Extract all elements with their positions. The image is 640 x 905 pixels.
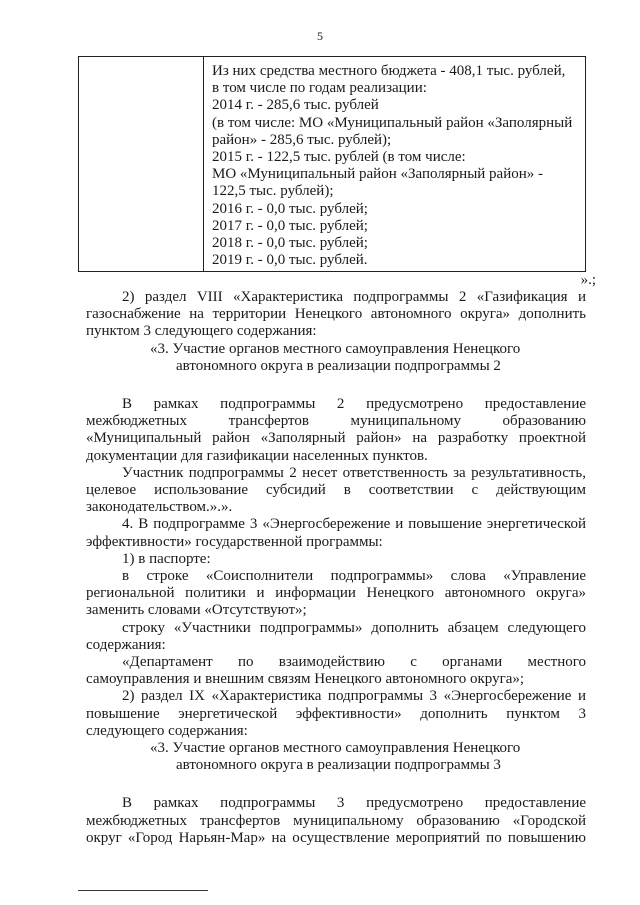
text-line: межбюджетных трансфертов муниципальному образованию xyxy=(86,413,586,430)
table-line: 2014 г. - 285,6 тыс. рублей xyxy=(212,97,379,114)
table-line: в том числе по годам реализации: xyxy=(212,80,427,97)
text-line: региональной политики и информации Ненецкого автономного округа» xyxy=(86,585,586,602)
quote-heading-subprogram-3 xyxy=(86,740,586,774)
text-line: 2) раздел IX «Характеристика подпрограммы 3 «Энергосбережение и xyxy=(122,688,586,705)
text-line: межбюджетных трансфертов муниципальному образованию «Городской xyxy=(86,812,586,829)
text-line: целевое использование субсидий в соответствии с действующим xyxy=(86,482,586,499)
table-line: (в том числе: МО «Муниципальный район «Заполярный xyxy=(212,114,573,131)
text-line: В рамках подпрограммы 3 предусмотрено предоставление xyxy=(122,795,586,812)
paragraph-subprogram-2-transfers xyxy=(86,396,586,465)
paragraph-section-ix xyxy=(86,688,586,740)
text-line: законодательством.».». xyxy=(86,499,233,516)
text-line: самоуправления и внешним связям Ненецкого автономного округа»; xyxy=(86,671,525,688)
text-line: содержания: xyxy=(86,636,166,653)
table-line: 2016 г. - 0,0 тыс. рублей; xyxy=(212,200,368,217)
page-number: 5 xyxy=(317,29,323,43)
paragraph-subprogram-2-responsibility xyxy=(86,465,586,517)
text-line: 2) раздел VIII «Характеристика подпрограммы 2 «Газификация и xyxy=(122,289,586,305)
budget-table xyxy=(78,56,586,272)
footer-rule xyxy=(78,890,208,891)
quote-heading-subprogram-2 xyxy=(86,341,586,375)
table-line: 2017 г. - 0,0 тыс. рублей; xyxy=(212,217,368,234)
text-line: автономного округа в реализации подпрограммы 3 xyxy=(176,757,501,774)
text-line: повышение энергетической эффективности» дополнить пунктом 3 xyxy=(86,705,586,722)
table-line: 2015 г. - 122,5 тыс. рублей (в том числе: xyxy=(212,149,466,166)
paragraph-department xyxy=(86,654,586,688)
text-line: Участник подпрограммы 2 несет ответственность за результативность, xyxy=(122,464,586,481)
paragraph-participants xyxy=(86,620,586,654)
text-line: документации для газификации населенных пунктов. xyxy=(86,447,428,464)
text-line: заменить словами «Отсутствуют»; xyxy=(86,602,307,619)
table-line: МО «Муниципальный район «Заполярный район» - xyxy=(212,166,544,183)
table-line: 2019 г. - 0,0 тыс. рублей. xyxy=(212,252,368,269)
text-line: следующего содержания: xyxy=(86,722,248,739)
paragraph-passport: 1) в паспорте: xyxy=(122,550,211,567)
paragraph-co-executors xyxy=(86,568,586,620)
text-line: «3. Участие органов местного самоуправления Ненецкого xyxy=(150,340,521,357)
text-line: пунктом 3 следующего содержания: xyxy=(86,323,317,340)
text-line: «3. Участие органов местного самоуправления Ненецкого xyxy=(150,740,521,757)
text-line: «Муниципальный район «Заполярный район» на разработку проектной xyxy=(86,430,586,447)
text-line: эффективности» государственной программы: xyxy=(86,533,383,550)
text-line: автономного округа в реализации подпрограммы 2 xyxy=(176,357,501,374)
text-line: строку «Участники подпрограммы» дополнить абзацем следующего xyxy=(122,619,586,636)
table-cell-funding xyxy=(212,63,577,269)
paragraph-subprogram-3-transfers xyxy=(86,795,586,847)
text-line: газоснабжение на территории Ненецкого автономного округа» дополнить xyxy=(86,306,586,323)
paragraph-item-4 xyxy=(86,516,586,550)
table-line: район» - 285,6 тыс. рублей); xyxy=(212,131,392,148)
table-line: 122,5 тыс. рублей); xyxy=(212,183,334,200)
text-line: В рамках подпрограммы 2 предусмотрено предоставление xyxy=(122,396,586,413)
table-closing-quote: ».; xyxy=(580,272,596,288)
table-line: Из них средства местного бюджета - 408,1 тыс. рублей, xyxy=(212,63,566,79)
table-column-divider xyxy=(203,57,204,271)
text-line: в строке «Соисполнители подпрограммы» слова «Управление xyxy=(122,568,586,585)
table-line: 2018 г. - 0,0 тыс. рублей; xyxy=(212,235,368,252)
document-body xyxy=(86,289,586,847)
text-line: округ «Город Нарьян-Мар» на осуществление мероприятий по повышению xyxy=(86,829,586,846)
text-line: «Департамент по взаимодействию с органами местного xyxy=(122,654,586,671)
paragraph-section-viii xyxy=(86,289,586,341)
text-line: 4. В подпрограмме 3 «Энергосбережение и повышение энергетической xyxy=(122,516,586,533)
